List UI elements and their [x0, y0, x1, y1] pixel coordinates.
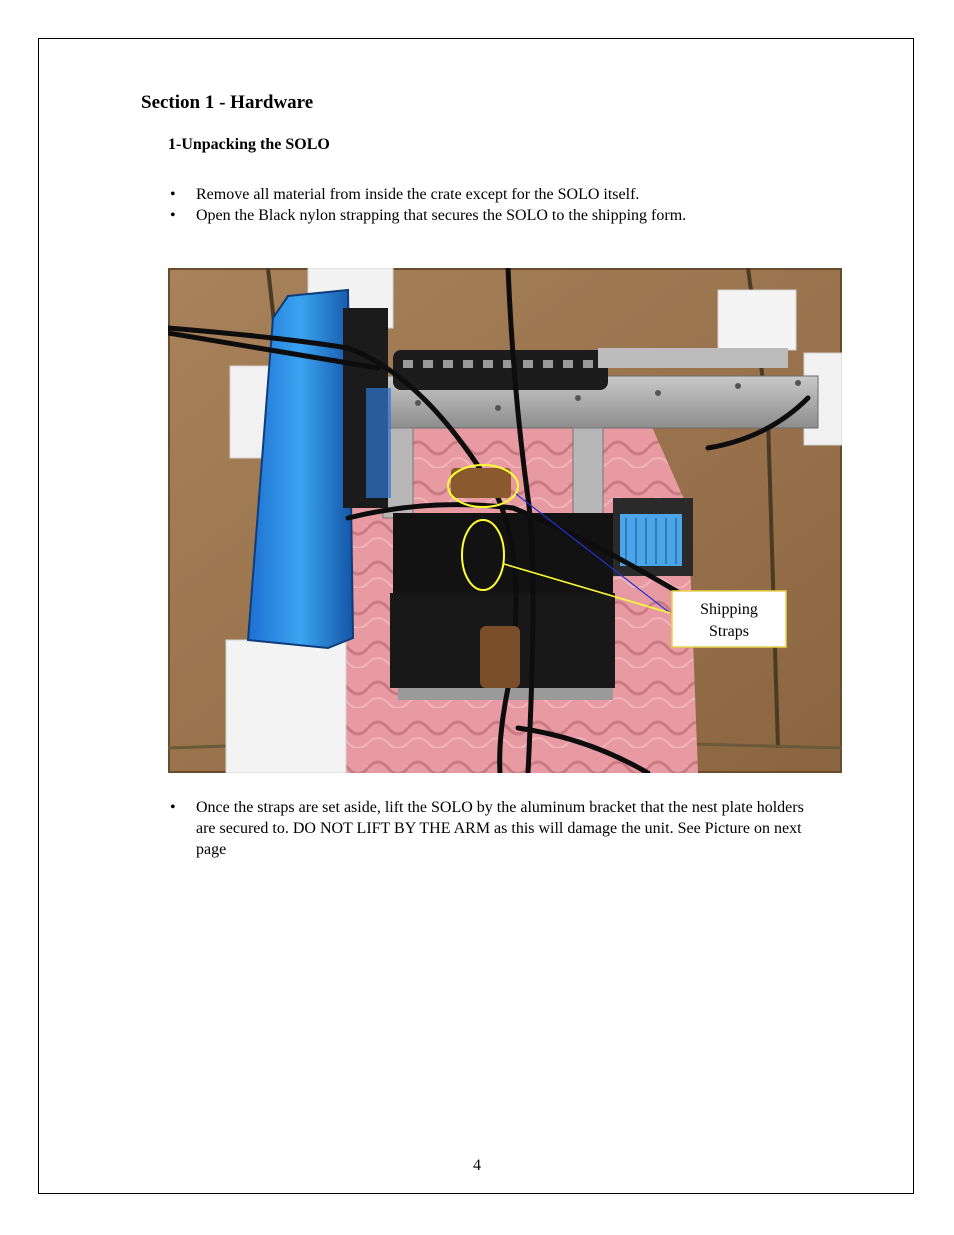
shipping-straps-callout: [672, 591, 786, 647]
list-item: • Open the Black nylon strapping that secures the SOLO to the shipping form.: [168, 205, 848, 226]
section-title: Section 1 - Hardware: [141, 92, 314, 113]
list-item: • Remove all material from inside the crate except for the SOLO itself.: [168, 184, 848, 205]
callout-line-2: Straps: [709, 623, 749, 640]
page-number: 4: [473, 1157, 481, 1174]
callout-line-1: Shipping: [700, 601, 758, 618]
subsection-title: 1-Unpacking the SOLO: [168, 136, 330, 153]
instruction-list-bottom: [168, 797, 808, 860]
crate-photo: [168, 268, 842, 773]
cable-chain: [393, 350, 608, 390]
foam-block: [226, 640, 346, 773]
foam-block: [718, 290, 796, 350]
list-item: • Once the straps are set aside, lift the SOLO by the aluminum bracket that the nest plate holders are secured to. DO NOT LIFT BY THE ARM as this will damage the unit. See Picture on next page: [168, 797, 808, 860]
instruction-list-top: [168, 184, 848, 226]
